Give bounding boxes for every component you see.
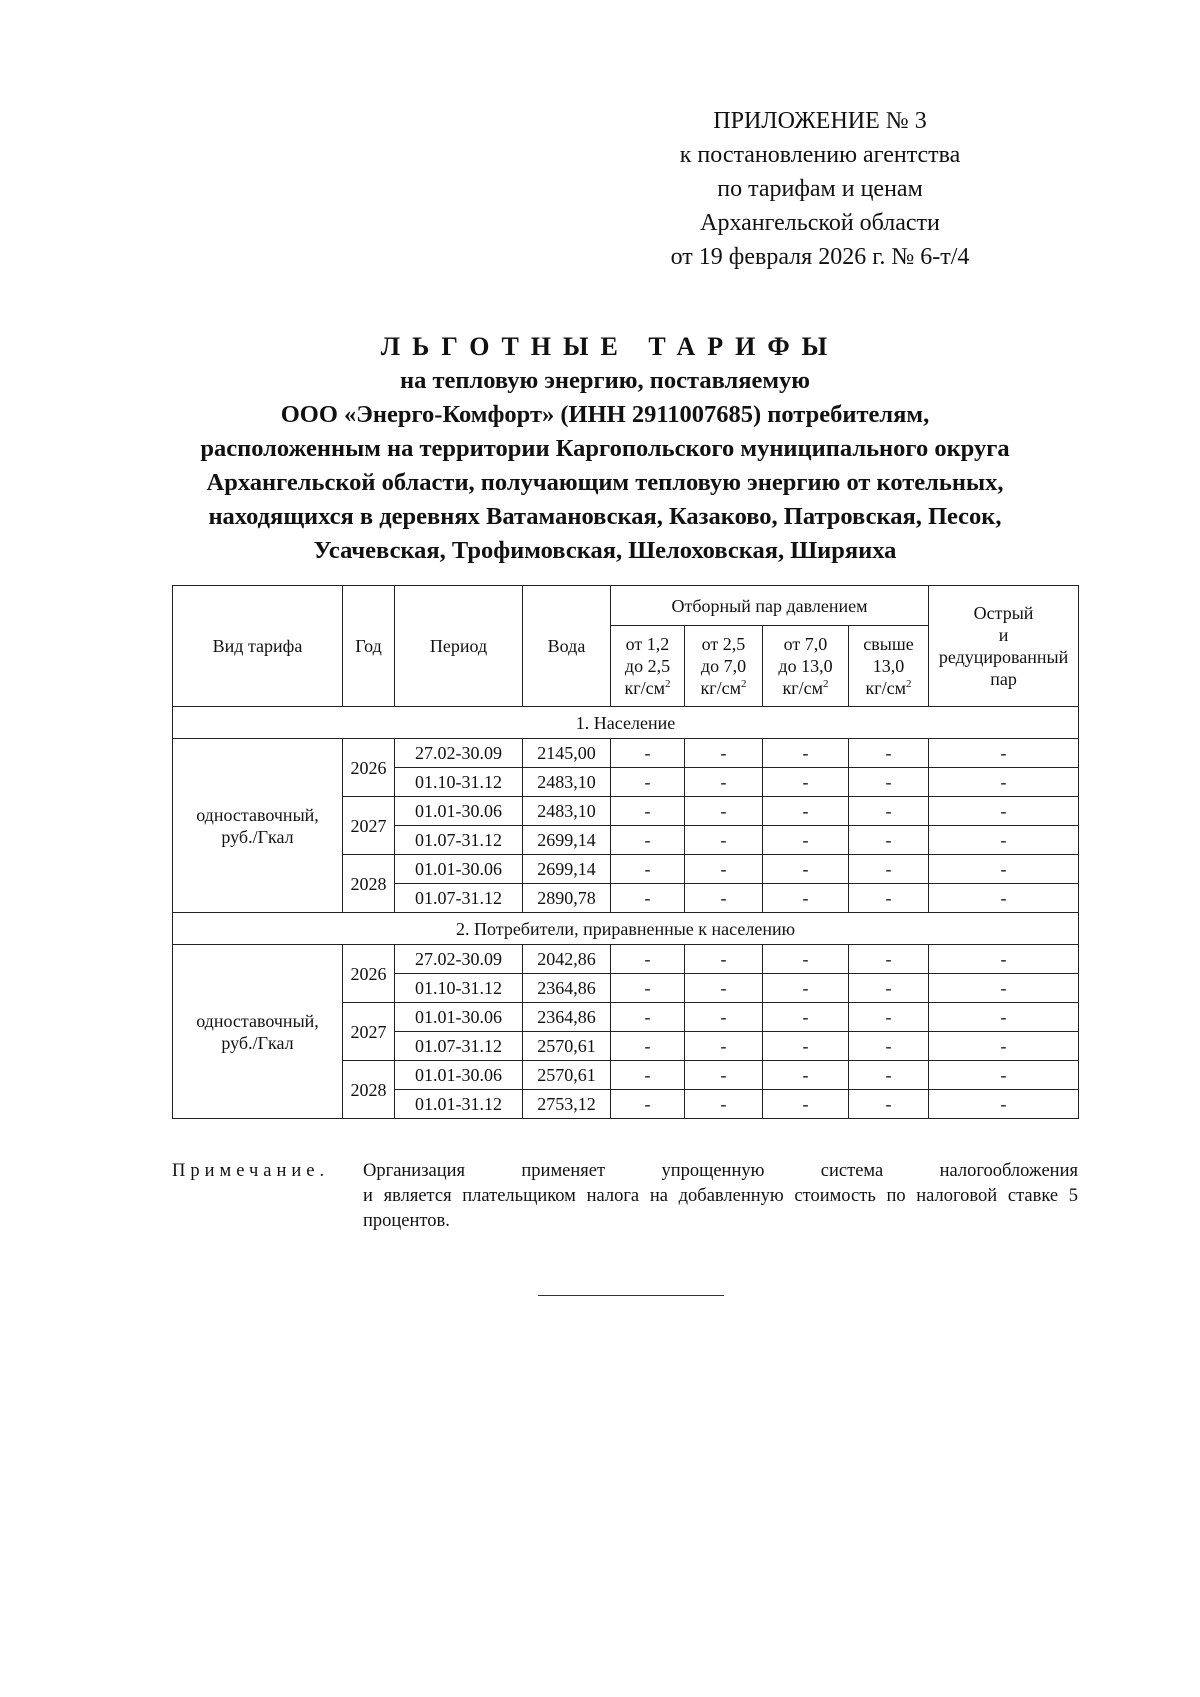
title-line: на тепловую энергию, поставляемую (399, 367, 811, 394)
steam-range-from: от 7,0 (783, 634, 828, 654)
steam-range-to: до 2,5 (624, 656, 671, 676)
steam-range-to: до 13,0 (778, 656, 833, 676)
header-tariff-type: Вид тарифа (173, 586, 343, 707)
steam-unit-exponent: 2 (665, 678, 671, 690)
header-steam-range (611, 626, 685, 707)
year-cell: 2027 (343, 1003, 395, 1061)
water-cell: 2699,14 (523, 855, 611, 884)
dash-cell: - (929, 974, 1079, 1003)
dash-cell: - (929, 739, 1079, 768)
appendix-line-4: Архангельской области (700, 210, 940, 236)
dash-cell: - (685, 1003, 763, 1032)
header-sharp-line: редуцированный (938, 647, 1069, 667)
water-cell: 2364,86 (523, 974, 611, 1003)
dash-cell: - (929, 855, 1079, 884)
water-cell: 2364,86 (523, 1003, 611, 1032)
dash-cell: - (929, 768, 1079, 797)
year-cell: 2026 (343, 945, 395, 1003)
tariff-type-line: одноставочный, (196, 1010, 319, 1031)
period-cell: 01.01-30.06 (395, 1003, 523, 1032)
steam-unit-exponent: 2 (741, 678, 747, 690)
water-cell: 2570,61 (523, 1032, 611, 1061)
dash-cell: - (685, 884, 763, 913)
dash-cell: - (929, 826, 1079, 855)
table-row (173, 739, 1079, 768)
year-cell: 2027 (343, 797, 395, 855)
steam-unit: $кг/см^2$ (700, 678, 747, 698)
dash-cell: - (849, 884, 929, 913)
water-cell: 2699,14 (523, 826, 611, 855)
dash-cell: - (685, 768, 763, 797)
dash-cell: - (611, 768, 685, 797)
dash-cell: - (929, 1032, 1079, 1061)
title-line: Усачевская, Трофимовская, Шелоховская, Ширяиха (313, 537, 897, 564)
title-main: ЛЬГОТНЫЕ ТАРИФЫ (380, 332, 840, 361)
dash-cell: - (685, 855, 763, 884)
dash-cell: - (763, 768, 849, 797)
period-cell: 01.01-30.06 (395, 1061, 523, 1090)
dash-cell: - (763, 739, 849, 768)
header-year: Год (343, 586, 395, 707)
dash-cell: - (849, 1090, 929, 1119)
dash-cell: - (611, 739, 685, 768)
section-row (173, 913, 1079, 945)
period-cell: 01.01-30.06 (395, 855, 523, 884)
appendix-number: ПРИЛОЖЕНИЕ № 3 (713, 108, 927, 134)
dash-cell: - (849, 945, 929, 974)
dash-cell: - (763, 1090, 849, 1119)
dash-cell: - (849, 797, 929, 826)
tariff-type-unit: руб./Гкал (221, 826, 294, 847)
period-cell: 01.07-31.12 (395, 826, 523, 855)
dash-cell: - (763, 797, 849, 826)
end-divider (538, 1295, 724, 1296)
water-cell: 2483,10 (523, 797, 611, 826)
water-cell: 2570,61 (523, 1061, 611, 1090)
title-line: расположенным на территории Каргопольского муниципального округа (200, 435, 1010, 462)
dash-cell: - (849, 974, 929, 1003)
dash-cell: - (611, 974, 685, 1003)
period-cell: 01.01-30.06 (395, 797, 523, 826)
title-line: находящихся в деревнях Ватамановская, Казаково, Патровская, Песок, (208, 503, 1002, 530)
steam-unit: $кг/см^2$ (624, 678, 671, 698)
note-line-rest: и является плательщиком налога на добавленную стоимость по налоговой ставке 5 процентов. (363, 1186, 1078, 1231)
header-sharp-line: Острый (973, 603, 1034, 623)
dash-cell: - (849, 855, 929, 884)
dash-cell: - (929, 1003, 1079, 1032)
dash-cell: - (929, 1090, 1079, 1119)
period-cell: 01.10-31.12 (395, 768, 523, 797)
steam-range-to: до 7,0 (700, 656, 747, 676)
header-sharp-line: и (998, 625, 1009, 645)
steam-unit-exponent: 2 (823, 678, 829, 690)
dash-cell: - (685, 1032, 763, 1061)
dash-cell: - (685, 739, 763, 768)
note-text (363, 1159, 1078, 1234)
year-cell: 2028 (343, 855, 395, 913)
header-sharp-steam (929, 586, 1079, 707)
steam-range-from: от 2,5 (701, 634, 746, 654)
dash-cell: - (611, 797, 685, 826)
header-sharp-line: пар (990, 669, 1017, 689)
dash-cell: - (763, 826, 849, 855)
dash-cell: - (849, 1003, 929, 1032)
dash-cell: - (763, 1003, 849, 1032)
period-cell: 01.01-31.12 (395, 1090, 523, 1119)
dash-cell: - (763, 855, 849, 884)
steam-range-from: свыше (863, 634, 914, 654)
document-title (150, 330, 1060, 568)
dash-cell: - (849, 826, 929, 855)
table-row (173, 945, 1079, 974)
steam-unit: $кг/см^2$ (865, 678, 912, 698)
tariff-type-line: одноставочный, (196, 804, 319, 825)
dash-cell: - (611, 884, 685, 913)
dash-cell: - (849, 1032, 929, 1061)
water-cell: 2042,86 (523, 945, 611, 974)
title-line: Архангельской области, получающим тепловую энергию от котельных, (206, 469, 1004, 496)
dash-cell: - (763, 945, 849, 974)
dash-cell: - (763, 974, 849, 1003)
header-steam-range (685, 626, 763, 707)
dash-cell: - (763, 1061, 849, 1090)
dash-cell: - (763, 1032, 849, 1061)
dash-cell: - (929, 884, 1079, 913)
dash-cell: - (849, 1061, 929, 1090)
appendix-line-2: к постановлению агентства (679, 142, 961, 168)
header-steam: Отборный пар давлением (611, 586, 929, 626)
dash-cell: - (685, 1090, 763, 1119)
dash-cell: - (685, 945, 763, 974)
tariff-type-cell (173, 945, 343, 1119)
appendix-line-3: по тарифам и ценам (717, 176, 923, 202)
period-cell: 01.07-31.12 (395, 1032, 523, 1061)
period-cell: 01.10-31.12 (395, 974, 523, 1003)
section-row (173, 707, 1079, 739)
note-label: Примечание. (172, 1161, 330, 1181)
year-cell: 2026 (343, 739, 395, 797)
appendix-date: от 19 февраля 2026 г. № 6-т/4 (670, 244, 970, 270)
water-cell: 2483,10 (523, 768, 611, 797)
dash-cell: - (849, 739, 929, 768)
title-line: ООО «Энерго-Комфорт» (ИНН 2911007685) потребителям, (280, 401, 930, 428)
dash-cell: - (929, 1061, 1079, 1090)
dash-cell: - (611, 1032, 685, 1061)
tariff-type-unit: руб./Гкал (221, 1032, 294, 1053)
header-period: Период (395, 586, 523, 707)
water-cell: 2145,00 (523, 739, 611, 768)
steam-unit-exponent: 2 (906, 678, 912, 690)
header-steam-range (849, 626, 929, 707)
tariff-type-cell (173, 739, 343, 913)
steam-range-to: 13,0 (872, 656, 905, 676)
section-title: 1. Население (173, 707, 1079, 739)
dash-cell: - (849, 768, 929, 797)
year-cell: 2028 (343, 1061, 395, 1119)
dash-cell: - (685, 974, 763, 1003)
appendix-header (660, 104, 980, 274)
steam-unit: $кг/см^2$ (782, 678, 829, 698)
water-cell: 2753,12 (523, 1090, 611, 1119)
period-cell: 01.07-31.12 (395, 884, 523, 913)
dash-cell: - (611, 1003, 685, 1032)
header-water: Вода (523, 586, 611, 707)
tariff-table (172, 585, 1079, 1119)
dash-cell: - (685, 826, 763, 855)
section-title: 2. Потребители, приравненные к населению (173, 913, 1079, 945)
period-cell: 27.02-30.09 (395, 945, 523, 974)
dash-cell: - (685, 797, 763, 826)
header-steam-range (763, 626, 849, 707)
dash-cell: - (929, 797, 1079, 826)
dash-cell: - (611, 826, 685, 855)
water-cell: 2890,78 (523, 884, 611, 913)
dash-cell: - (611, 945, 685, 974)
dash-cell: - (611, 855, 685, 884)
dash-cell: - (929, 945, 1079, 974)
note-line-1: Организация применяет упрощенную система налогообложения (363, 1161, 1078, 1181)
dash-cell: - (763, 884, 849, 913)
steam-range-from: от 1,2 (625, 634, 670, 654)
dash-cell: - (611, 1061, 685, 1090)
dash-cell: - (685, 1061, 763, 1090)
dash-cell: - (611, 1090, 685, 1119)
period-cell: 27.02-30.09 (395, 739, 523, 768)
